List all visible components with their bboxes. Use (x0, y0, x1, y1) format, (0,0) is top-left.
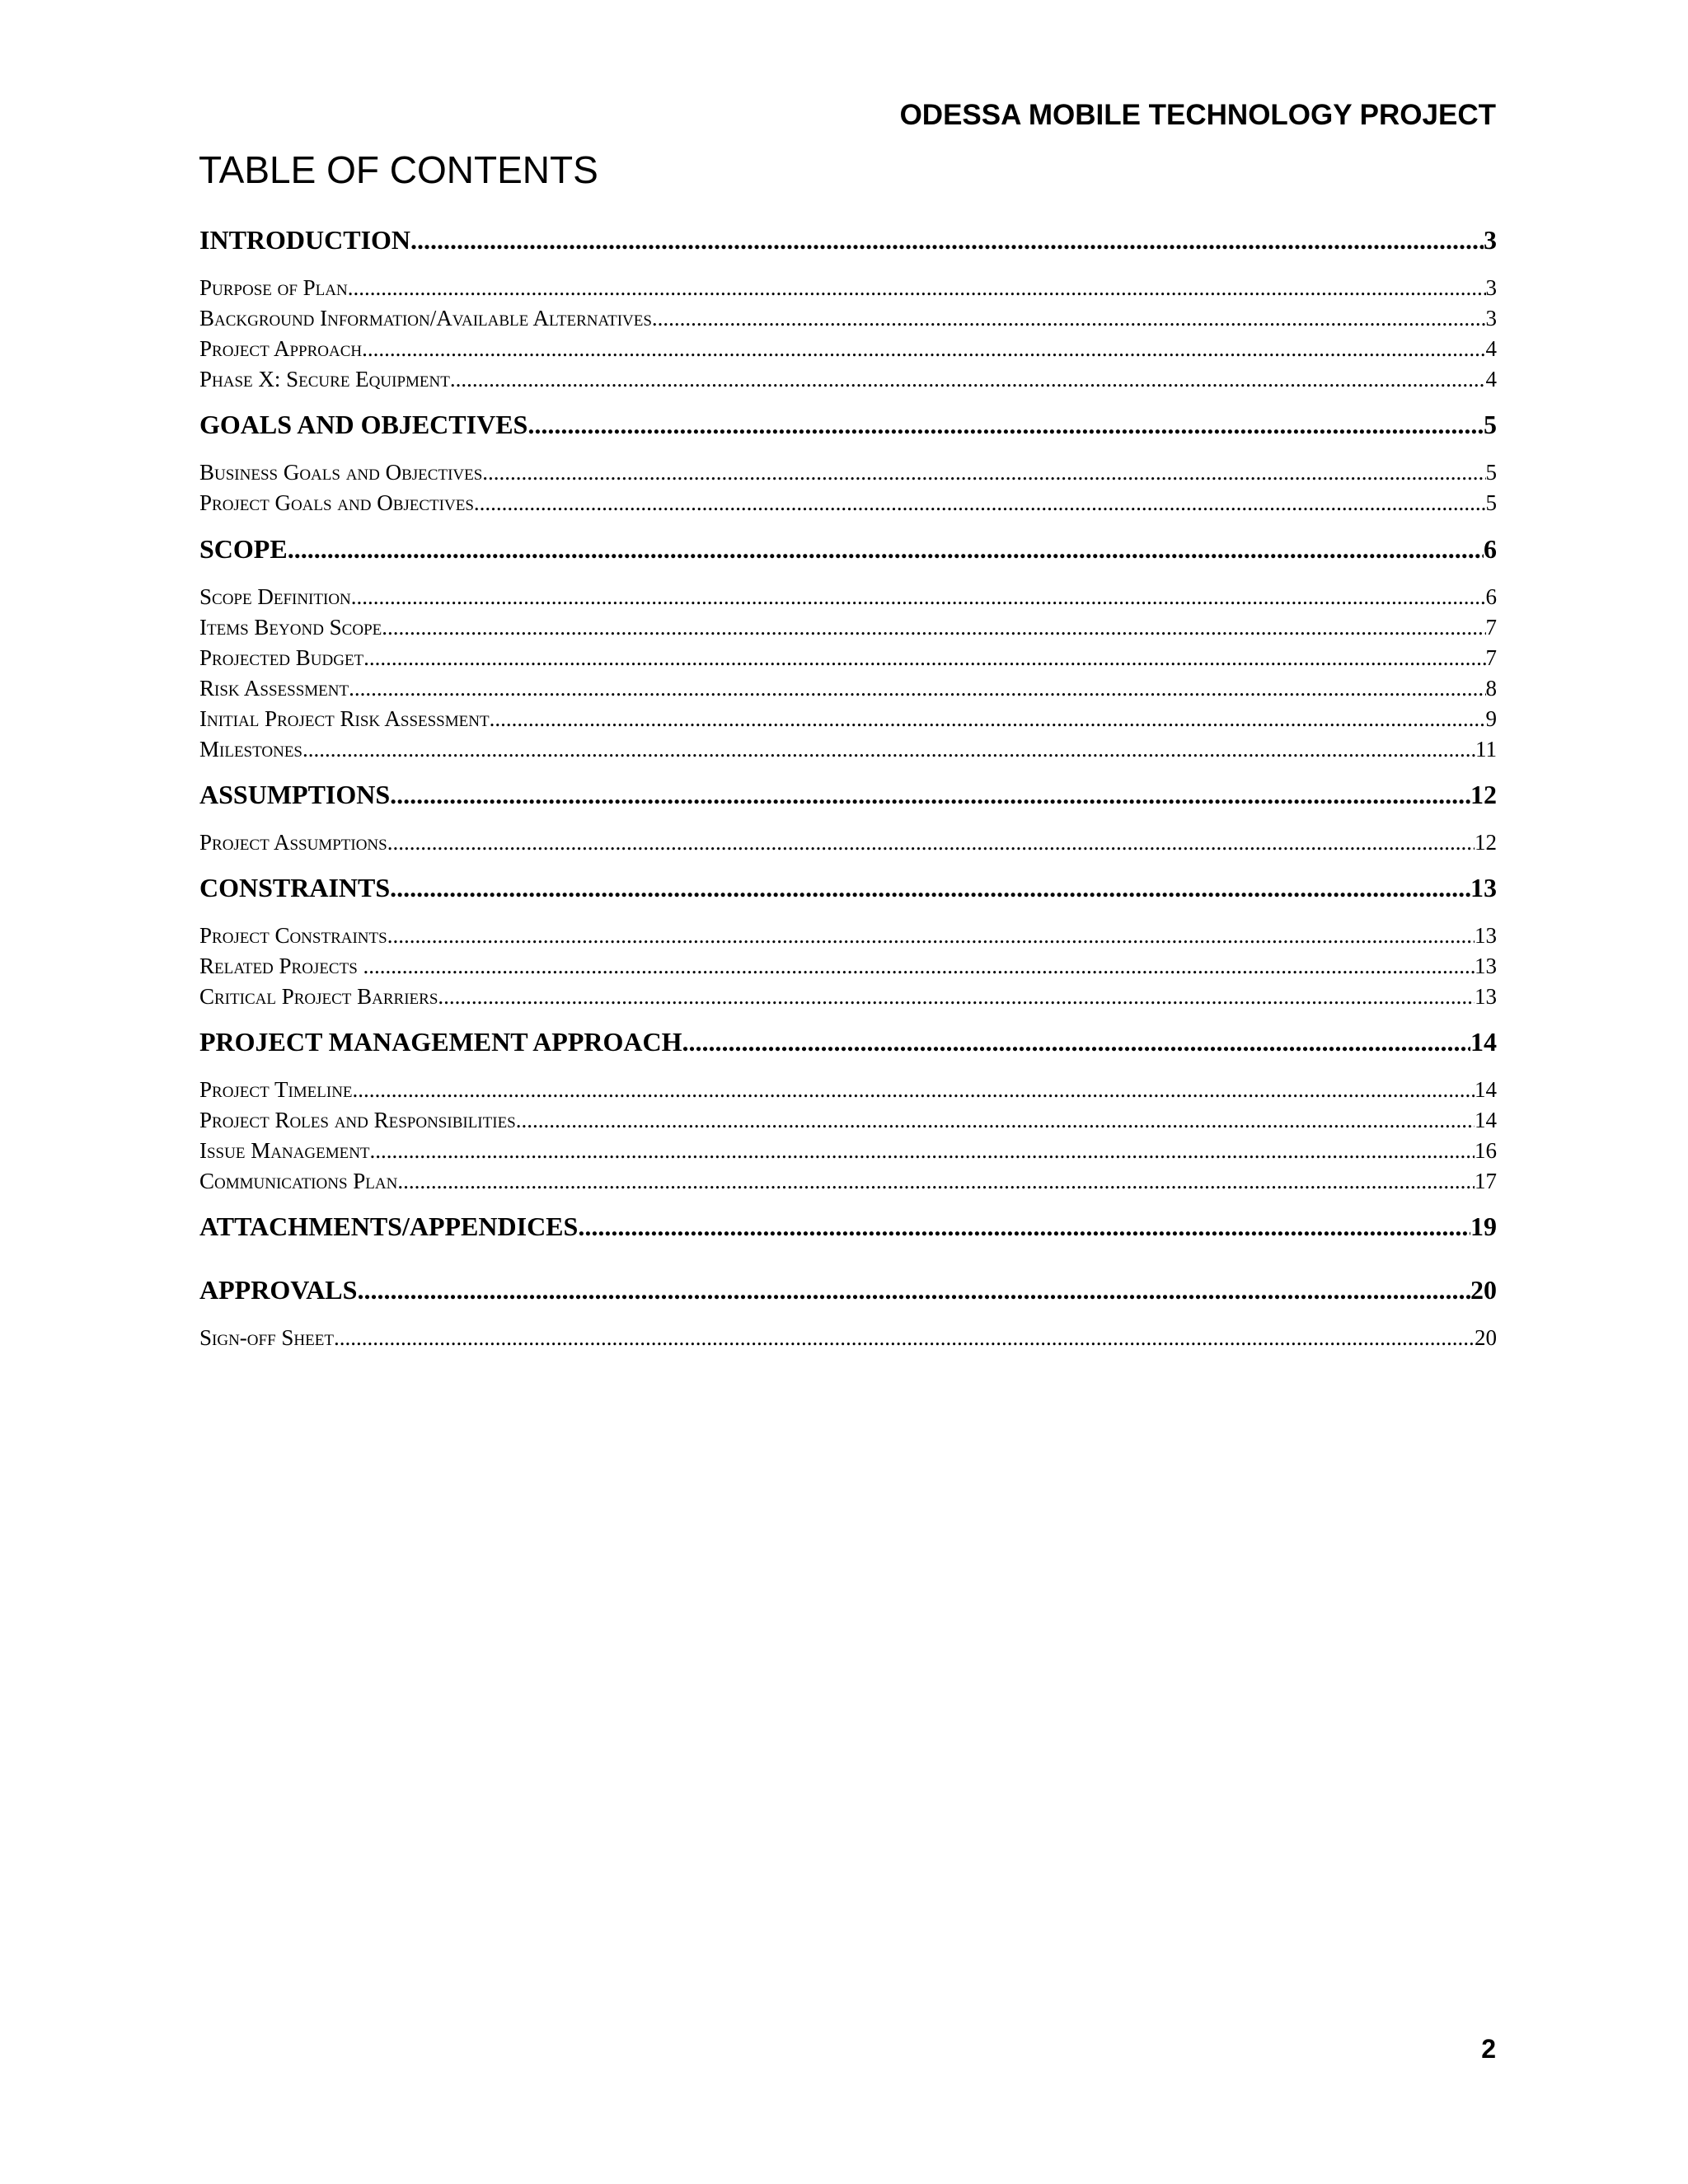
toc-entry-page: 7 (1485, 615, 1497, 640)
toc-entry-label: INTRODUCTION (199, 225, 411, 255)
toc-entry-page: 7 (1485, 645, 1497, 670)
toc-entry-label: Scope Definition (199, 584, 351, 609)
toc-entry-assumptions[interactable] (199, 779, 1497, 810)
toc-entry-label: Project Assumptions (199, 830, 387, 855)
toc-entry-page: 3 (1485, 275, 1497, 300)
dot-leader (652, 304, 1486, 332)
toc-entry-page: 16 (1475, 1138, 1497, 1163)
toc-entry-introduction[interactable] (199, 224, 1497, 255)
toc-entry-project-timeline[interactable] (199, 1076, 1497, 1104)
toc-entry-page: 5 (1484, 410, 1497, 439)
dot-leader (482, 458, 1485, 486)
toc-entry-phase-x-secure-equipment[interactable] (199, 365, 1497, 393)
toc-entry-label: PROJECT MANAGEMENT APPROACH (199, 1027, 682, 1057)
toc-entry-label: Project Roles and Responsibilities (199, 1108, 516, 1132)
toc-entry-label: APPROVALS (199, 1275, 358, 1305)
dot-leader (363, 644, 1485, 672)
toc-entry-page: 14 (1475, 1077, 1497, 1102)
dot-leader (348, 274, 1486, 302)
toc-entry-project-assumptions[interactable] (199, 828, 1497, 856)
toc-entry-page: 3 (1485, 306, 1497, 330)
toc-entry-label: Related Projects (199, 954, 363, 978)
toc-entry-sign-off-sheet[interactable] (199, 1324, 1497, 1352)
dot-leader (288, 533, 1484, 565)
toc-entry-critical-project-barriers[interactable] (199, 982, 1497, 1010)
toc-entry-page: 20 (1475, 1325, 1497, 1350)
dot-leader (528, 409, 1484, 440)
dot-leader (450, 365, 1486, 393)
dot-leader (351, 583, 1486, 611)
toc-entry-page: 11 (1475, 737, 1497, 762)
toc-entry-page: 14 (1475, 1108, 1497, 1132)
toc-entry-purpose-of-plan[interactable] (199, 274, 1497, 302)
toc-entry-page: 4 (1485, 367, 1497, 391)
toc-entry-label: Milestones (199, 737, 302, 762)
toc-entry-page: 17 (1475, 1169, 1497, 1193)
toc-entry-page: 14 (1470, 1027, 1497, 1057)
dot-leader (349, 674, 1485, 702)
toc-entry-label: Business Goals and Objectives (199, 460, 483, 485)
dot-leader (397, 1167, 1475, 1195)
dot-leader (387, 921, 1475, 949)
toc-entry-label: Sign-off Sheet (199, 1325, 334, 1350)
toc-entry-related-projects[interactable] (199, 952, 1497, 980)
toc-entry-page: 13 (1475, 954, 1497, 978)
toc-entry-label: Initial Project Risk Assessment (199, 706, 490, 731)
toc-entry-issue-management[interactable] (199, 1137, 1497, 1165)
toc-entry-label: GOALS AND OBJECTIVES (199, 410, 528, 439)
toc-entry-page: 6 (1485, 584, 1497, 609)
toc-entry-label: Project Constraints (199, 923, 387, 948)
dot-leader (353, 1076, 1475, 1104)
toc-entry-page: 13 (1475, 984, 1497, 1009)
dot-leader (302, 735, 1475, 763)
toc-entry-project-goals[interactable] (199, 489, 1497, 517)
dot-leader (578, 1211, 1470, 1242)
toc-entry-label: Project Goals and Objectives (199, 490, 474, 515)
toc-entry-label: Items Beyond Scope (199, 615, 382, 640)
toc-entry-items-beyond-scope[interactable] (199, 613, 1497, 641)
toc-entry-page: 19 (1470, 1212, 1497, 1241)
toc-entry-page: 5 (1485, 490, 1497, 515)
toc-entry-label: Project Timeline (199, 1077, 353, 1102)
toc-entry-label: Projected Budget (199, 645, 364, 670)
toc-entry-risk-assessment[interactable] (199, 674, 1497, 702)
dot-leader (438, 982, 1475, 1010)
dot-leader (357, 1274, 1470, 1305)
toc-entry-label: ASSUMPTIONS (199, 780, 391, 809)
toc-entry-label: Communications Plan (199, 1169, 398, 1193)
dot-leader (390, 872, 1470, 903)
toc-entry-page: 5 (1485, 460, 1497, 485)
toc-entry-project-approach[interactable] (199, 335, 1497, 363)
running-header-title: ODESSA MOBILE TECHNOLOGY PROJECT (899, 99, 1496, 131)
toc-entry-scope-definition[interactable] (199, 583, 1497, 611)
dot-leader (382, 613, 1485, 641)
toc-entry-page: 13 (1475, 923, 1497, 948)
toc-entry-label: Project Approach (199, 336, 363, 361)
dot-leader (370, 1137, 1475, 1165)
toc-entry-page: 9 (1485, 706, 1497, 731)
toc-heading: TABLE OF CONTENTS (199, 148, 598, 191)
dot-leader (410, 224, 1484, 255)
page-number: 2 (1481, 2034, 1496, 2064)
dot-leader (490, 705, 1486, 733)
toc-entry-page: 3 (1484, 225, 1497, 255)
toc-entry-page: 6 (1484, 534, 1497, 564)
toc-entry-scope[interactable] (199, 533, 1497, 565)
toc-entry-label: Critical Project Barriers (199, 984, 438, 1009)
toc-entry-project-roles[interactable] (199, 1106, 1497, 1134)
toc-entry-label: Purpose of Plan (199, 275, 348, 300)
toc-entry-constraints[interactable] (199, 872, 1497, 903)
dot-leader (362, 335, 1485, 363)
dot-leader (363, 952, 1475, 980)
toc-entry-label: CONSTRAINTS (199, 873, 391, 902)
toc-entry-page: 12 (1470, 780, 1497, 809)
toc-entry-page: 12 (1475, 830, 1497, 855)
toc-entry-business-goals[interactable] (199, 458, 1497, 486)
toc-entry-label: Risk Assessment (199, 676, 349, 701)
toc-entry-label: Background Information/Available Alternatives (199, 306, 652, 330)
toc-entry-goals-and-objectives[interactable] (199, 409, 1497, 440)
toc-entry-page: 8 (1485, 676, 1497, 701)
dot-leader (387, 828, 1475, 856)
toc-entry-initial-project-risk-assessment[interactable] (199, 705, 1497, 733)
dot-leader (390, 779, 1470, 810)
toc-entry-project-constraints[interactable] (199, 921, 1497, 949)
dot-leader (474, 489, 1486, 517)
dot-leader (334, 1324, 1475, 1352)
toc-entry-label: Phase X: Secure Equipment (199, 367, 450, 391)
toc-entry-attachments-appendices[interactable] (199, 1211, 1497, 1242)
toc-entry-label: ATTACHMENTS/APPENDICES (199, 1212, 579, 1241)
toc-entry-label: SCOPE (199, 534, 288, 564)
toc-entry-project-management-approach[interactable] (199, 1026, 1497, 1057)
dot-leader (682, 1026, 1471, 1057)
toc-entry-page: 20 (1470, 1275, 1497, 1305)
toc-entry-communications-plan[interactable] (199, 1167, 1497, 1195)
toc-entry-projected-budget[interactable] (199, 644, 1497, 672)
toc-entry-approvals[interactable] (199, 1274, 1497, 1305)
dot-leader (516, 1106, 1475, 1134)
toc-entry-background-information[interactable] (199, 304, 1497, 332)
toc-entry-milestones[interactable] (199, 735, 1497, 763)
toc-entry-page: 13 (1470, 873, 1497, 902)
toc-entry-label: Issue Management (199, 1138, 370, 1163)
toc-entry-page: 4 (1485, 336, 1497, 361)
